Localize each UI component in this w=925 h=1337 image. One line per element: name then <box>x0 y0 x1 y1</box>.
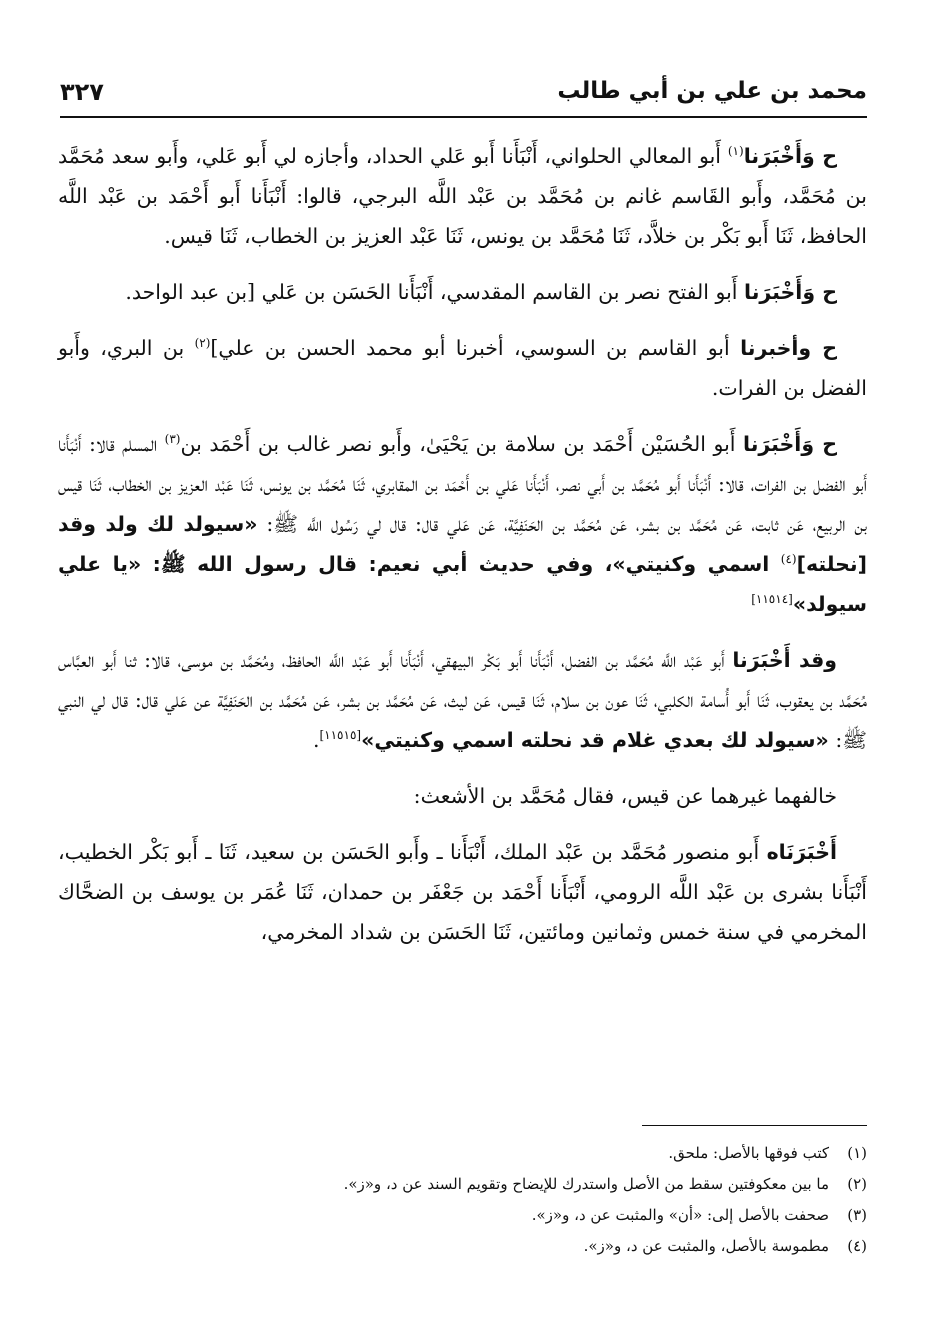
text-segment: خالفهما غيرهما عن قيس، فقال مُحَمَّد بن الأشعث: <box>413 784 837 808</box>
footnote-text: صحفت بالأصل إلى: «أن» والمثبت عن د، و«ز». <box>531 1206 829 1224</box>
text-segment: المسلم قالا: أَنْبَأَنا أَبو الفضل بن الفرات، قالا: أَنْبَأَنا أَبو مُحَمَّد بن أَبي نصر، أَنْبَأَنا عَلي بن أَحْمَد بن المقابري، ثَنَا مُحَمَّد بن يونس، ثَنَا عَبْد العزيز بن الخطاب، ثَنَا قيس بن الربيع، عَن ثابت، عَن مُحَمَّد بن بشر، عَن مُحَمَّد بن الحَنَفِيَّة، عَن عَلي قال: قال لي رَسُول اللَّه ﷺ: <box>58 432 867 536</box>
text-segment: بن البري، وأَبو الفضل بن الفرات. <box>58 336 867 400</box>
running-title: محمد بن علي بن أبي طالب <box>557 78 867 104</box>
footnote-divider <box>642 1125 867 1126</box>
paragraph-p7 <box>58 832 867 952</box>
footnote-number: (٢) <box>847 1175 867 1193</box>
paragraph-p6 <box>58 776 867 816</box>
text-segment: أَبو منصور مُحَمَّد بن عَبْد الملك، أَنْبَأَنا ـ وأَبو الحَسَن بن سعيد، ثَنَا ـ أَبو بَكْر الخطيب، أَنْبَأَنا بشرى بن عَبْد اللَّه الرومي، أَنْبَأَنا أَحْمَد بن جَعْفَر بن حمدان، ثَنَا عُمَر بن يوسف بن الضحَّاك المخرمي في سنة خمس وثمانين ومائتين، ثَنَا الحَسَن بن شداد المخرمي، <box>58 840 867 944</box>
text-segment: أَخْبَرَنَاه <box>766 840 837 864</box>
footnotes <box>58 1138 867 1262</box>
paragraph-p4 <box>58 424 867 624</box>
text-segment: أَبو عَبْد اللَّه مُحَمَّد بن الفضل، أَنْبَأَنا أَبو بَكْر البيهقي، أَنْبَأَنا أَبو عَبْد اللَّه الحافظ، ومُحَمَّد بن موسى، قالا: ثنا أَبو العبَّاس مُحَمَّد بن يعقوب، ثَنَا أَبو أُسامة الكلبي، ثَنَا عون بن سلام، ثَنَا قيس، عَن ليث، عَن مُحَمَّد بن بشر، عَن مُحَمَّد بن الحَنَفِيَّة عن عَلي قال: قال لي النبي ﷺ: <box>58 648 867 752</box>
paragraph-p5 <box>58 640 867 760</box>
text-segment: اسمي وكنيتي»، وفي حديث أبي نعيم: قال رسول الله ﷺ: «يا علي سيولد» <box>58 552 867 616</box>
footnote-text: مطموسة بالأصل، والمثبت عن د، و«ز». <box>583 1237 829 1255</box>
footnote-text: كتب فوقها بالأصل: ملحق. <box>668 1144 829 1162</box>
reference-mark: (١) <box>727 144 744 159</box>
text-segment: أَبو الحُسَيْن أَحْمَد بن سلامة بن يَحْيَىٰ، وأَبو نصر غالب بن أَحْمَد بن <box>180 432 743 456</box>
footnote <box>58 1169 867 1200</box>
page-number: ٣٢٧ <box>60 78 104 106</box>
text-segment: وقد أَخْبَرَنا <box>732 648 838 672</box>
footnote-number: (٣) <box>847 1206 867 1224</box>
text-segment: أَبو المعالي الحلواني، أَنْبَأَنا أَبو عَلي الحداد، وأجازه لي أَبو عَلي، وأَبو سعد مُحَمَّد بن مُحَمَّد، وأَبو القَاسم غانم بن مُحَمَّد بن عَبْد اللَّه البرجي، قالوا: أَنْبَأَنا أَبو أَحْمَد بن عَبْد اللَّه الحافظ، ثَنَا أَبو بَكْر بن خلاَّد، ثَنَا مُحَمَّد بن يونس، ثَنَا عَبْد العزيز بن الخطاب، ثَنَا قيس. <box>58 144 867 248</box>
paragraph-p3 <box>58 328 867 408</box>
text-segment: «سيولد لك بعدي غلام قد نحلته اسمي وكنيتي» <box>361 728 829 752</box>
text-segment: ح وَأَخْبَرَنا <box>744 280 837 304</box>
footnote-number: (١) <box>847 1144 867 1162</box>
main-text <box>58 136 867 968</box>
text-segment: . <box>312 728 320 752</box>
footnote-number: (٤) <box>847 1237 867 1255</box>
text-segment: ح وأخبرنا <box>740 336 837 360</box>
text-segment: ح وَأَخْبَرَنا <box>743 432 837 456</box>
paragraph-p1 <box>58 136 867 256</box>
footnote-text: ما بين معكوفتين سقط من الأصل واستدرك للإيضاح وتقويم السند عن د، و«ز». <box>343 1175 829 1193</box>
footnote <box>58 1231 867 1262</box>
reference-mark: (٢) <box>194 336 211 351</box>
reference-mark: [١١٥١٤] <box>751 592 793 607</box>
footnote <box>58 1200 867 1231</box>
text-segment: أَبو الفتح نصر بن القاسم المقدسي، أَنْبَأَنا الحَسَن بن عَلي [بن عبد الواحد. <box>125 280 745 304</box>
reference-mark: (٣) <box>164 432 181 447</box>
footnote <box>58 1138 867 1169</box>
page-header <box>60 74 867 118</box>
reference-mark: [١١٥١٥] <box>319 728 362 743</box>
paragraph-p2 <box>58 272 867 312</box>
text-segment: ح وَأَخْبَرَنا <box>743 144 837 168</box>
reference-mark: (٤) <box>780 552 797 567</box>
text-segment: «سيولد لك ولد وقد [نحلته] <box>58 512 867 576</box>
text-segment: أبو القاسم بن السوسي، أخبرنا أبو محمد الحسن بن علي] <box>210 336 741 360</box>
